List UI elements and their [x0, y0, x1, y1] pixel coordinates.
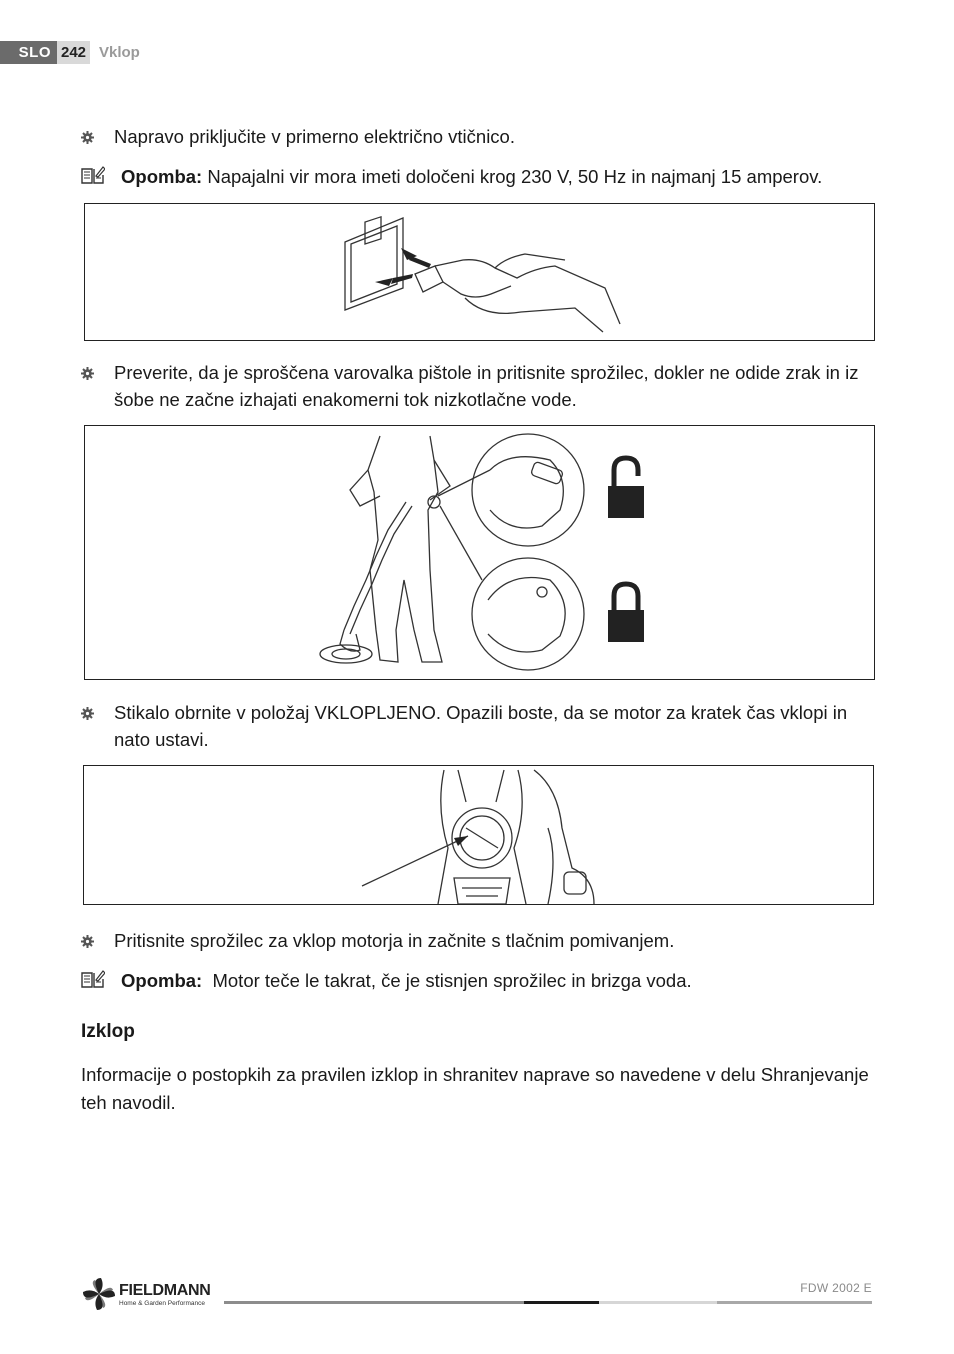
switch-illustration	[358, 768, 602, 904]
figure-trigger-lock	[84, 425, 875, 680]
footer-rule-1	[224, 1301, 524, 1304]
instruction-bullet-4	[81, 927, 871, 954]
figure-plug-socket	[84, 203, 875, 341]
brand-tagline: Home & Garden Performance	[119, 1300, 205, 1307]
instruction-bullet-3	[81, 699, 871, 753]
unlocked-padlock-icon	[608, 458, 644, 518]
note-text: Napajalni vir mora imeti določeni krog 230 V, 50 Hz in najmanj 15 amperov.	[202, 166, 823, 187]
figure-switch	[83, 765, 874, 905]
model-number: FDW 2002 E	[800, 1281, 872, 1295]
gear-bullet-icon	[81, 367, 94, 380]
footer-rule-4	[717, 1301, 872, 1304]
bullet-text: Napravo priključite v primerno električno vtičnico.	[114, 126, 515, 147]
gear-bullet-icon	[81, 707, 94, 720]
section-title: Vklop	[99, 44, 140, 61]
bullet-text: Pritisnite sprožilec za vklop motorja in začnite s tlačnim pomivanjem.	[114, 930, 675, 951]
brand-name: FIELDMANN	[119, 1282, 211, 1299]
gear-bullet-icon	[81, 131, 94, 144]
open-book-icon	[81, 969, 105, 989]
locked-padlock-icon	[608, 584, 644, 642]
section-paragraph: Informacije o postopkih za pravilen izklop in shranitev naprave so navedene v delu Shranjevanje teh navodil.	[81, 1064, 869, 1113]
language-tag: SLO	[0, 41, 57, 64]
fan-logo-icon	[81, 1276, 117, 1312]
instruction-bullet-1	[81, 123, 871, 150]
note-text: Motor teče le takrat, če je stisnjen sprožilec in brizga voda.	[202, 970, 692, 991]
trigger-lock-illustration	[310, 430, 650, 676]
fieldmann-logo	[81, 1276, 223, 1312]
instruction-bullet-2	[81, 359, 871, 413]
plug-socket-illustration	[285, 208, 625, 336]
open-book-icon	[81, 165, 105, 185]
bullet-text: Preverite, da je sproščena varovalka pištole in pritisnite sprožilec, dokler ne odide zrak in iz šobe ne začne izhajati enakomerni tok nizkotlačne vode.	[114, 362, 859, 410]
bullet-text: Stikalo obrnite v položaj VKLOPLJENO. Opazili boste, da se motor za kratek čas vklopi in nato ustavi.	[114, 702, 848, 750]
note-2	[81, 967, 692, 994]
note-1	[81, 163, 822, 190]
gear-bullet-icon	[81, 935, 94, 948]
footer-rule-2	[524, 1301, 599, 1304]
section-heading: Izklop	[81, 1021, 135, 1042]
note-label: Opomba:	[121, 166, 203, 187]
footer-rule-3	[599, 1301, 717, 1304]
note-label: Opomba:	[121, 970, 203, 991]
page-header	[0, 41, 140, 64]
page-number: 242	[57, 41, 90, 64]
